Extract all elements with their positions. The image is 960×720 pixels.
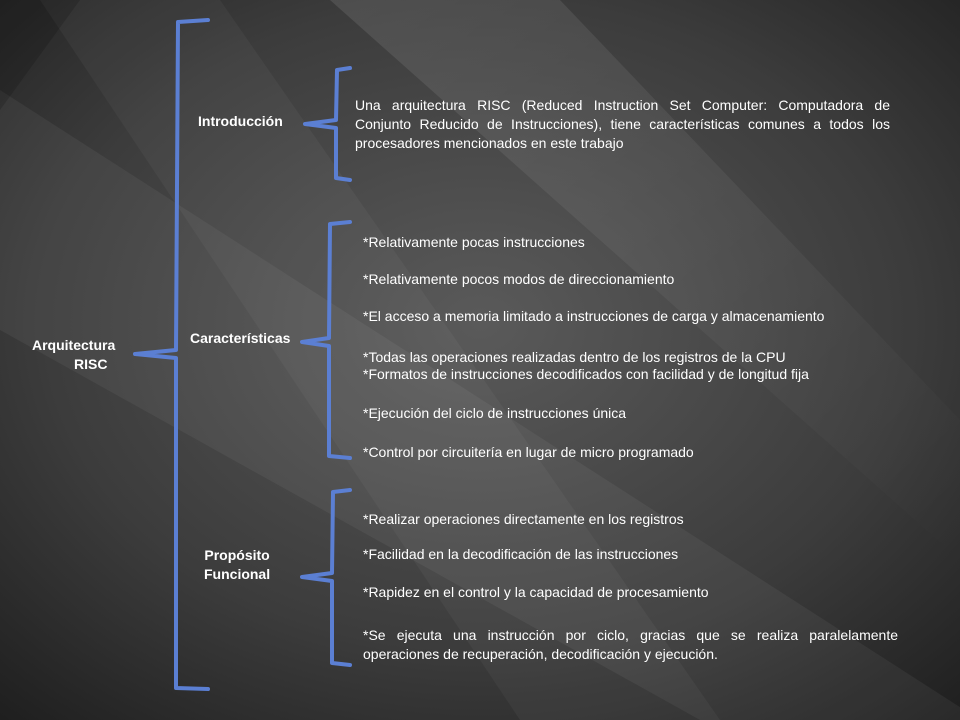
purpose-label (204, 546, 270, 584)
features-item: *Ejecución del ciclo de instrucciones única (363, 405, 627, 421)
features-item: *Control por circuitería en lugar de micro programado (363, 444, 694, 460)
purpose-label-line2: Funcional (204, 566, 271, 582)
features-item: *Formatos de instrucciones decodificados con facilidad y de longitud fija (363, 366, 809, 382)
purpose-item: *Se ejecuta una instrucción por ciclo, gracias que se realiza paralelamente operaciones de recuperación, decodificación y ejecución. (363, 627, 898, 662)
features-item: *El acceso a memoria limitado a instrucciones de carga y almacenamiento (363, 308, 825, 324)
features-item: *Relativamente pocas instrucciones (363, 234, 585, 250)
purpose-item: *Realizar operaciones directamente en los registros (363, 511, 684, 527)
features-label: Características (190, 330, 291, 346)
intro-text: Una arquitectura RISC (Reduced Instruction Set Computer: Computadora de Conjunto Reducido de Instrucciones), tiene características comunes a todos los procesadores mencionados en este trabajo (355, 97, 890, 151)
root-label-line1: Arquitectura (32, 337, 116, 353)
purpose-item: *Rapidez en el control y la capacidad de procesamiento (363, 584, 709, 600)
intro-bracket (305, 68, 350, 180)
purpose-label-line1: Propósito (204, 547, 270, 563)
purpose-item: *Facilidad en la decodificación de las instrucciones (363, 546, 679, 562)
features-bracket (302, 222, 350, 458)
purpose-bracket (302, 490, 350, 665)
features-item: *Todas las operaciones realizadas dentro de los registros de la CPU (363, 349, 786, 365)
features-item: *Relativamente pocos modos de direccionamiento (363, 271, 675, 287)
root-label (32, 336, 115, 374)
intro-label: Introducción (198, 113, 283, 129)
root-label-line2: RISC (74, 356, 108, 372)
